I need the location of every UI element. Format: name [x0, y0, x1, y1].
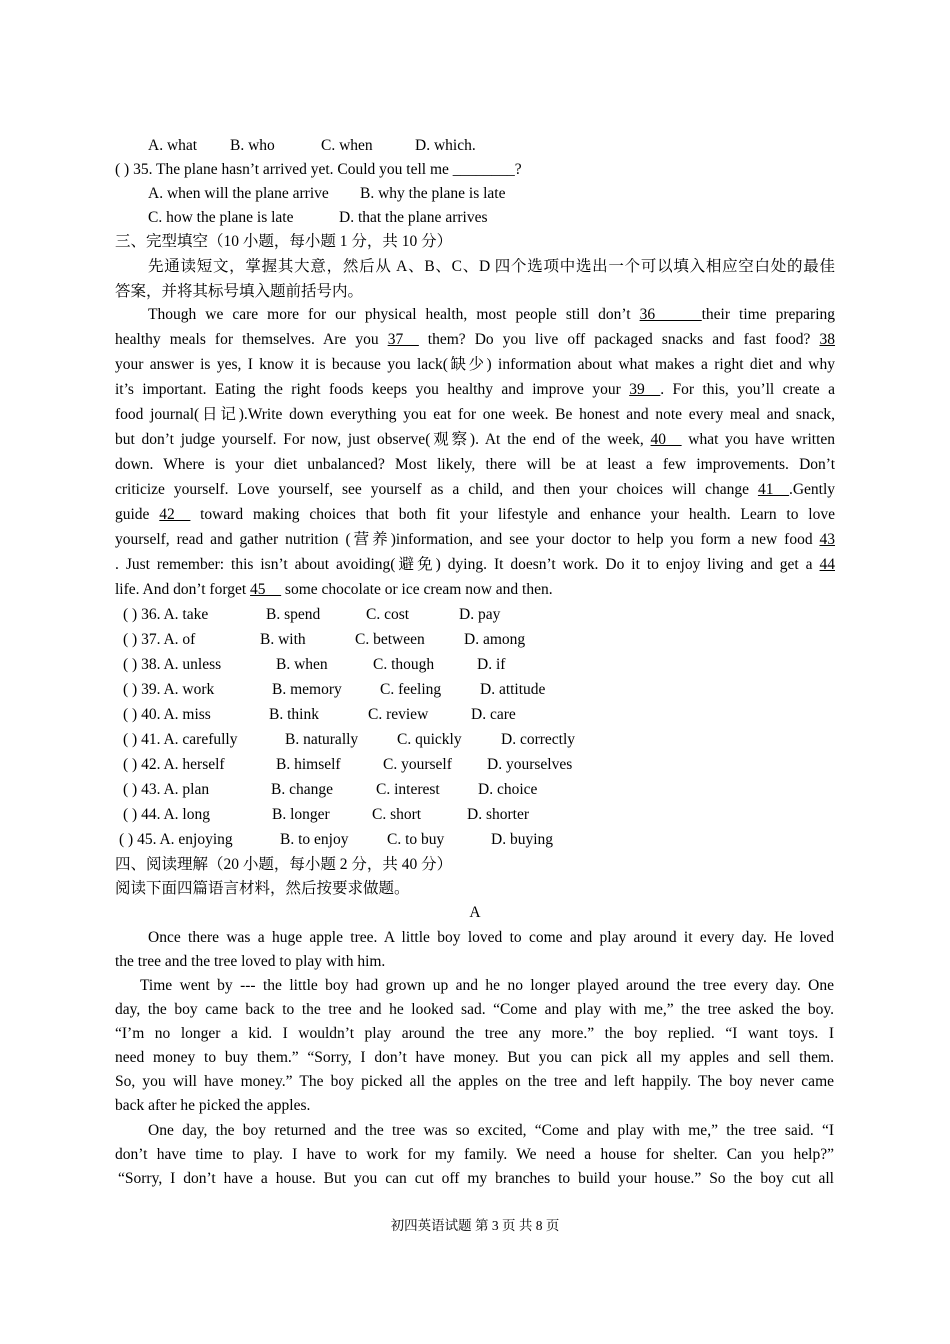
- q35-option-c: C. how the plane is late: [148, 209, 294, 226]
- cloze-line: criticize yourself. Love yourself, see yourself as a child, and then your choices will change 41__.Gently: [115, 481, 835, 498]
- blank-36: 36______: [639, 306, 702, 323]
- passage-line: the tree and the tree loved to play with him.: [115, 953, 386, 970]
- passage-line: need money to buy them.” “Sorry, I don’t have money. But you can pick all my apples and sell them.: [115, 1049, 834, 1066]
- question-row-45: ( ) 45. A. enjoying B. to enjoy C. to buy D. buying: [119, 831, 553, 848]
- question-row-38: ( ) 38. A. unless B. when C. though D. if: [123, 656, 506, 673]
- q35-options-row2: [148, 207, 487, 229]
- cloze-line: yourself, read and gather nutrition (营养)information, and see your doctor to help you form a new food 43: [115, 531, 835, 548]
- passage-label: A: [469, 904, 481, 921]
- cloze-line: but don’t judge yourself. For now, just observe(观察). At the end of the week, 40__ what you have written: [115, 431, 836, 448]
- question-row-37: ( ) 37. A. of B. with C. between D. among: [123, 631, 526, 648]
- section4-instruction: 阅读下面四篇语言材料，然后按要求做题。: [115, 880, 410, 897]
- question-row-43: ( ) 43. A. plan B. change C. interest D. choice: [123, 781, 538, 798]
- blank-45: 45__: [250, 581, 282, 598]
- cloze-line: your answer is yes, I know it is because you lack(缺少) information about what makes a right diet and why: [115, 356, 835, 373]
- question-row-44: ( ) 44. A. long B. longer C. short D. shorter: [123, 806, 529, 823]
- q35-option-b: B. why the plane is late: [360, 185, 506, 202]
- q35-options-row1: [148, 183, 506, 205]
- q34-option-b: B. who: [230, 137, 275, 154]
- question-row-41: ( ) 41. A. carefully B. naturally C. quickly D. correctly: [123, 731, 576, 748]
- cloze-line: it’s important. Eating the right foods keeps you healthy and improve your 39__. For this, you’ll create a: [115, 381, 835, 398]
- cloze-line: healthy meals for themselves. Are you 37__ them? Do you live off packaged snacks and fast food? 38: [115, 331, 836, 348]
- q34-options: [148, 135, 476, 157]
- blank-38: 38: [819, 331, 836, 348]
- passage-line: Time went by --- the little boy had grown up and he no longer played around the tree every day. One: [140, 977, 834, 994]
- cloze-line: guide 42__ toward making choices that both fit your lifestyle and enhance your health. Learn to love: [115, 506, 835, 523]
- passage-line: One day, the boy returned and the tree was so excited, “Come and play with me,” the tree said. “I: [148, 1122, 834, 1139]
- section3-heading: 三、完型填空（10 小题，每小题 1 分，共 10 分）: [115, 233, 453, 250]
- blank-42: 42__: [159, 506, 191, 523]
- q35-stem: ( ) 35. The plane hasn’t arrived yet. Could you tell me ________?: [115, 161, 522, 178]
- q35-option-d: D. that the plane arrives: [339, 209, 488, 226]
- passage-line: back after he picked the apples.: [115, 1097, 311, 1114]
- section4-heading: 四、阅读理解（20 小题，每小题 2 分，共 40 分）: [115, 856, 453, 873]
- section3-instruction-line1: 先通读短文，掌握其大意，然后从 A、B、C、D 四个选项中选出一个可以填入相应空白处的最佳: [148, 258, 835, 275]
- question-row-42: ( ) 42. A. herself B. himself C. yourself D. yourselves: [123, 756, 573, 773]
- blank-44: 44: [819, 556, 835, 573]
- blank-41: 41__: [757, 481, 789, 498]
- passage-line: day, the boy came back to the tree and he looked sad. “Come and play with me,” the tree asked the boy.: [115, 1001, 834, 1018]
- cloze-line: food journal(日记).Write down everything you eat for one week. Be honest and note every meal and snack,: [115, 406, 835, 423]
- passage-line: don’t have time to play. I have to work for my family. We need a house for shelter. Can you help?”: [115, 1146, 834, 1163]
- question-row-36: ( ) 36. A. take B. spend C. cost D. pay: [123, 606, 501, 623]
- cloze-line: life. And don’t forget 45__ some chocolate or ice cream now and then.: [115, 581, 553, 598]
- q34-option-c: C. when: [321, 137, 373, 154]
- passage-line: Once there was a huge apple tree. A little boy loved to come and play around it every day. He loved: [148, 929, 834, 946]
- question-row-39: ( ) 39. A. work B. memory C. feeling D. attitude: [123, 681, 546, 698]
- cloze-line: down. Where is your diet unbalanced? Most likely, there will be at least a few improvements. Don’t: [115, 456, 835, 473]
- blank-40: 40__: [650, 431, 682, 448]
- passage-line: “Sorry, I don’t have a house. But you can cut off my branches to build your house.” So the boy cut all: [118, 1170, 834, 1187]
- cloze-line: Though we care more for our physical health, most people still don’t 36______their time preparing: [148, 306, 835, 323]
- blank-43: 43: [819, 531, 835, 548]
- q34-option-a: A. what: [148, 137, 198, 154]
- cloze-line: . Just remember: this isn’t about avoiding(避免) dying. It doesn’t work. Do it to enjoy living and get a 44: [115, 556, 835, 573]
- q35-option-a: A. when will the plane arrive: [148, 185, 329, 202]
- page-footer: 初四英语试题 第 3 页 共 8 页: [390, 1218, 560, 1233]
- question-row-40: ( ) 40. A. miss B. think C. review D. care: [123, 706, 516, 723]
- blank-37: 37__: [387, 331, 419, 348]
- q34-option-d: D. which.: [415, 137, 476, 154]
- section3-instruction-line2: 答案，并将其标号填入题前括号内。: [115, 283, 364, 300]
- blank-39: 39__: [629, 381, 661, 398]
- passage-line: “I’m no longer a kid. I wouldn’t play around the tree any more.” the boy replied. “I want toys. I: [115, 1025, 834, 1042]
- passage-line: So, you will have money.” The boy picked all the apples on the tree and left happily. The boy never came: [115, 1073, 834, 1090]
